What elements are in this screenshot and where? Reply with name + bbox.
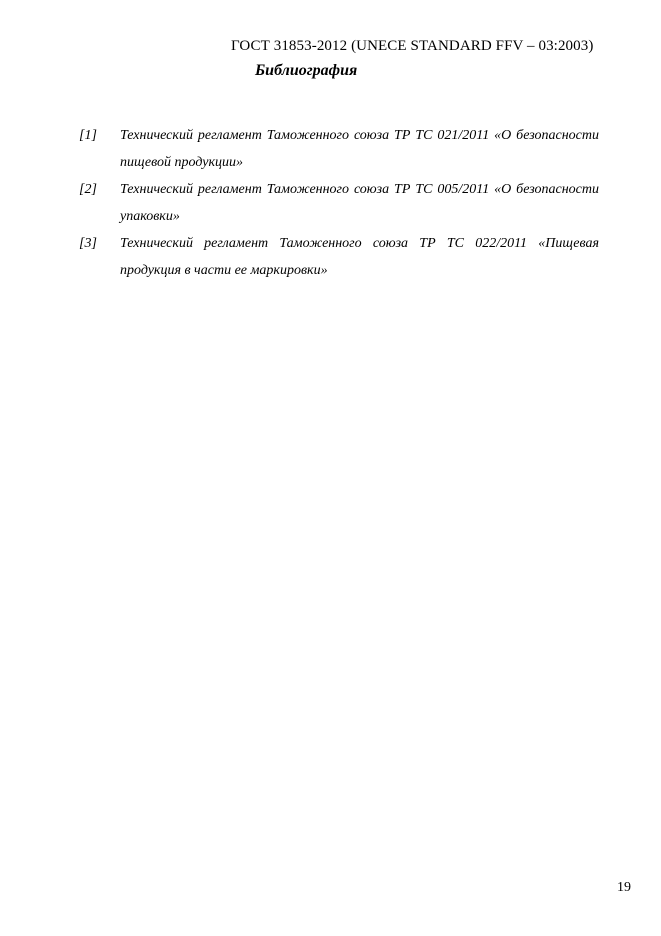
bibliography-item xyxy=(79,230,599,284)
reference-text: Технический регламент Таможенного союза ТР ТС 021/2011 «О безопасности пищевой продукции» xyxy=(120,128,599,170)
bibliography-item xyxy=(79,176,599,230)
reference-number: [3] xyxy=(79,236,97,251)
bibliography-list xyxy=(79,122,599,284)
reference-text: Технический регламент Таможенного союза ТР ТС 022/2011 «Пищевая продукция в части ее маркировки» xyxy=(120,236,599,278)
document-header: ГОСТ 31853-2012 (UNECE STANDARD FFV – 03:2003) xyxy=(231,38,594,54)
reference-number: [1] xyxy=(79,128,97,143)
page-number: 19 xyxy=(617,880,631,895)
reference-text: Технический регламент Таможенного союза ТР ТС 005/2011 «О безопасности упаковки» xyxy=(120,182,599,224)
reference-number: [2] xyxy=(79,182,97,197)
bibliography-item xyxy=(79,122,599,176)
page-title: Библиография xyxy=(255,62,358,79)
